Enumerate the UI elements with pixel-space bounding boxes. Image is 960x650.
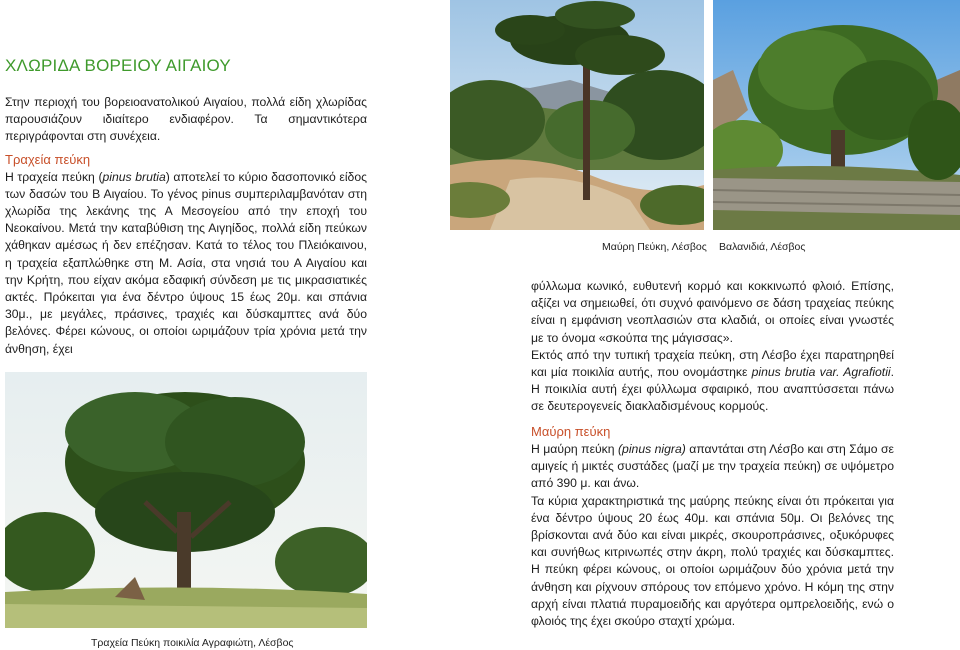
brutia-text-b: ) αποτελεί το κύριο δασοπονικό είδος των δασών του Β Αιγαίου. Το γένος pinus συμπεριλαμβανόταν στη χλωρίδα της λεκάνης της Α Μεσογείου από την εποχή του Νεοκαίνου. Μετά την καταβύθιση της Αιγηίδος, πολλά είδη πεύκων χάθηκαν αμέσως ή δεν επέζησαν. Κατά το τέλος του Πλειόκαινου, η τραχεία εξαπλώθηκε στη Μ. Ασία, στα νησιά του Α Αιγαίου και την Κρήτη, που είχαν ακόμα εδαφική σύνδεση με τις μικρασιατικές ακτές. Πρόκειται για ένα δέντρο ύψους 15 έως 20μ. και σπάνια 30μ., με μεγάλες, πράσινες, τραχιές και δύσκαμπτες ανά δύο βελόνες. Φέρει κώνους, οι οποίοι ωριμάζουν τρία χρόνια μετά την άνθηση, έχει: [5, 169, 367, 356]
right-text-column-top: [531, 278, 894, 416]
photo-oak: [713, 0, 960, 230]
nigra-traits-paragraph: Τα κύρια χαρακτηριστικά της μαύρης πεύκης είναι ότι πρόκειται για ένα δέντρο ύψους 20 έως 40μ. και σπάνια 50μ. Οι βελόνες της βρίσκονται ανά δύο και είναι μικρές, σκουροπράσινες, οξυκόρυφες και συνήθως κιτρινωπές στην άκρη, πολύ τραχιές και δύσκαμπτες. Η πεύκη φέρει κώνους, οι οποίοι ωριμάζουν δύο χρόνια μετά την άνθηση και ρίχνουν σπόρους τον επόμενο χρόνο. Η κόμη της στην αρχή είναι πλατιά πυραμοειδής και αργότερα ομπρελοειδής, ενώ ο φλοιός της έχει σκούρο σταχτί χρώμα.: [531, 493, 894, 629]
variety-latin: pinus brutia var. Agrafiotii: [751, 365, 891, 380]
left-text-column: [5, 94, 367, 358]
brutia-paragraph: [5, 169, 367, 358]
nigra-text-b: απαντάται στη Λέσβο και στη Σάμο σε αμιγείς ή μικτές συστάδες (μαζί με την τραχεία πεύκη) σε υψόμετρο από 390 μ. και άνω.: [531, 442, 894, 491]
intro-paragraph: Στην περιοχή του βορειοανατολικού Αιγαίου, πολλά είδη χλωρίδας παρουσιάζουν ιδιαίτερο ενδιαφέρον. Τα σημαντικότερα περιγράφονται στη συνέχεια.: [5, 95, 367, 144]
brutia-latin: pinus brutia: [102, 169, 166, 184]
section-heading-nigra: Μαύρη πεύκη: [531, 424, 611, 439]
right-text-column-bottom: [531, 422, 894, 630]
brutia-text-a: Η τραχεία πεύκη (: [5, 169, 103, 184]
variety-text-a: Εκτός από την τυπική τραχεία πεύκη, στη Λέσβο έχει παρατηρηθεί και μία ποικιλία αυτής, που ονομάστηκε: [531, 347, 894, 380]
foliage-paragraph: φύλλωμα κωνικό, ευθυτενή κορμό και κοκκινωπό φλοιό. Επίσης, αξίζει να σημειωθεί, ότι συχνό φαινόμενο σε δάση τραχείας πεύκης είναι η εμφάνιση νεοπλασιών στα κλαδιά, οι οποίες είναι γνωστές με το όνομα «σκούπα της μάγισσας».: [531, 279, 894, 345]
photo-black-pine: [450, 0, 704, 230]
nigra-paragraph: [531, 441, 894, 493]
nigra-latin: (pinus nigra): [618, 442, 686, 456]
photo-brutia-variety: [5, 372, 367, 628]
caption-black-pine: Μαύρη Πεύκη, Λέσβος: [602, 241, 707, 253]
variety-text-b: . Η ποικιλία αυτή έχει φύλλωμα σφαιρικό, που αναπτύσσεται πάνω σε δευτερογενείς διακλαδισμένους κορμούς.: [531, 365, 895, 414]
page-title: ΧΛΩΡΙΔΑ ΒΟΡΕΙΟΥ ΑΙΓΑΙΟΥ: [5, 56, 231, 75]
nigra-text-a: Η μαύρη πεύκη: [531, 442, 618, 456]
caption-brutia-variety: Τραχεία Πεύκη ποικιλία Αγραφιώτη, Λέσβος: [91, 637, 294, 649]
caption-oak: Βαλανιδιά, Λέσβος: [719, 241, 806, 253]
variety-paragraph: [531, 347, 894, 416]
section-heading-brutia: Τραχεία πεύκη: [5, 151, 91, 167]
